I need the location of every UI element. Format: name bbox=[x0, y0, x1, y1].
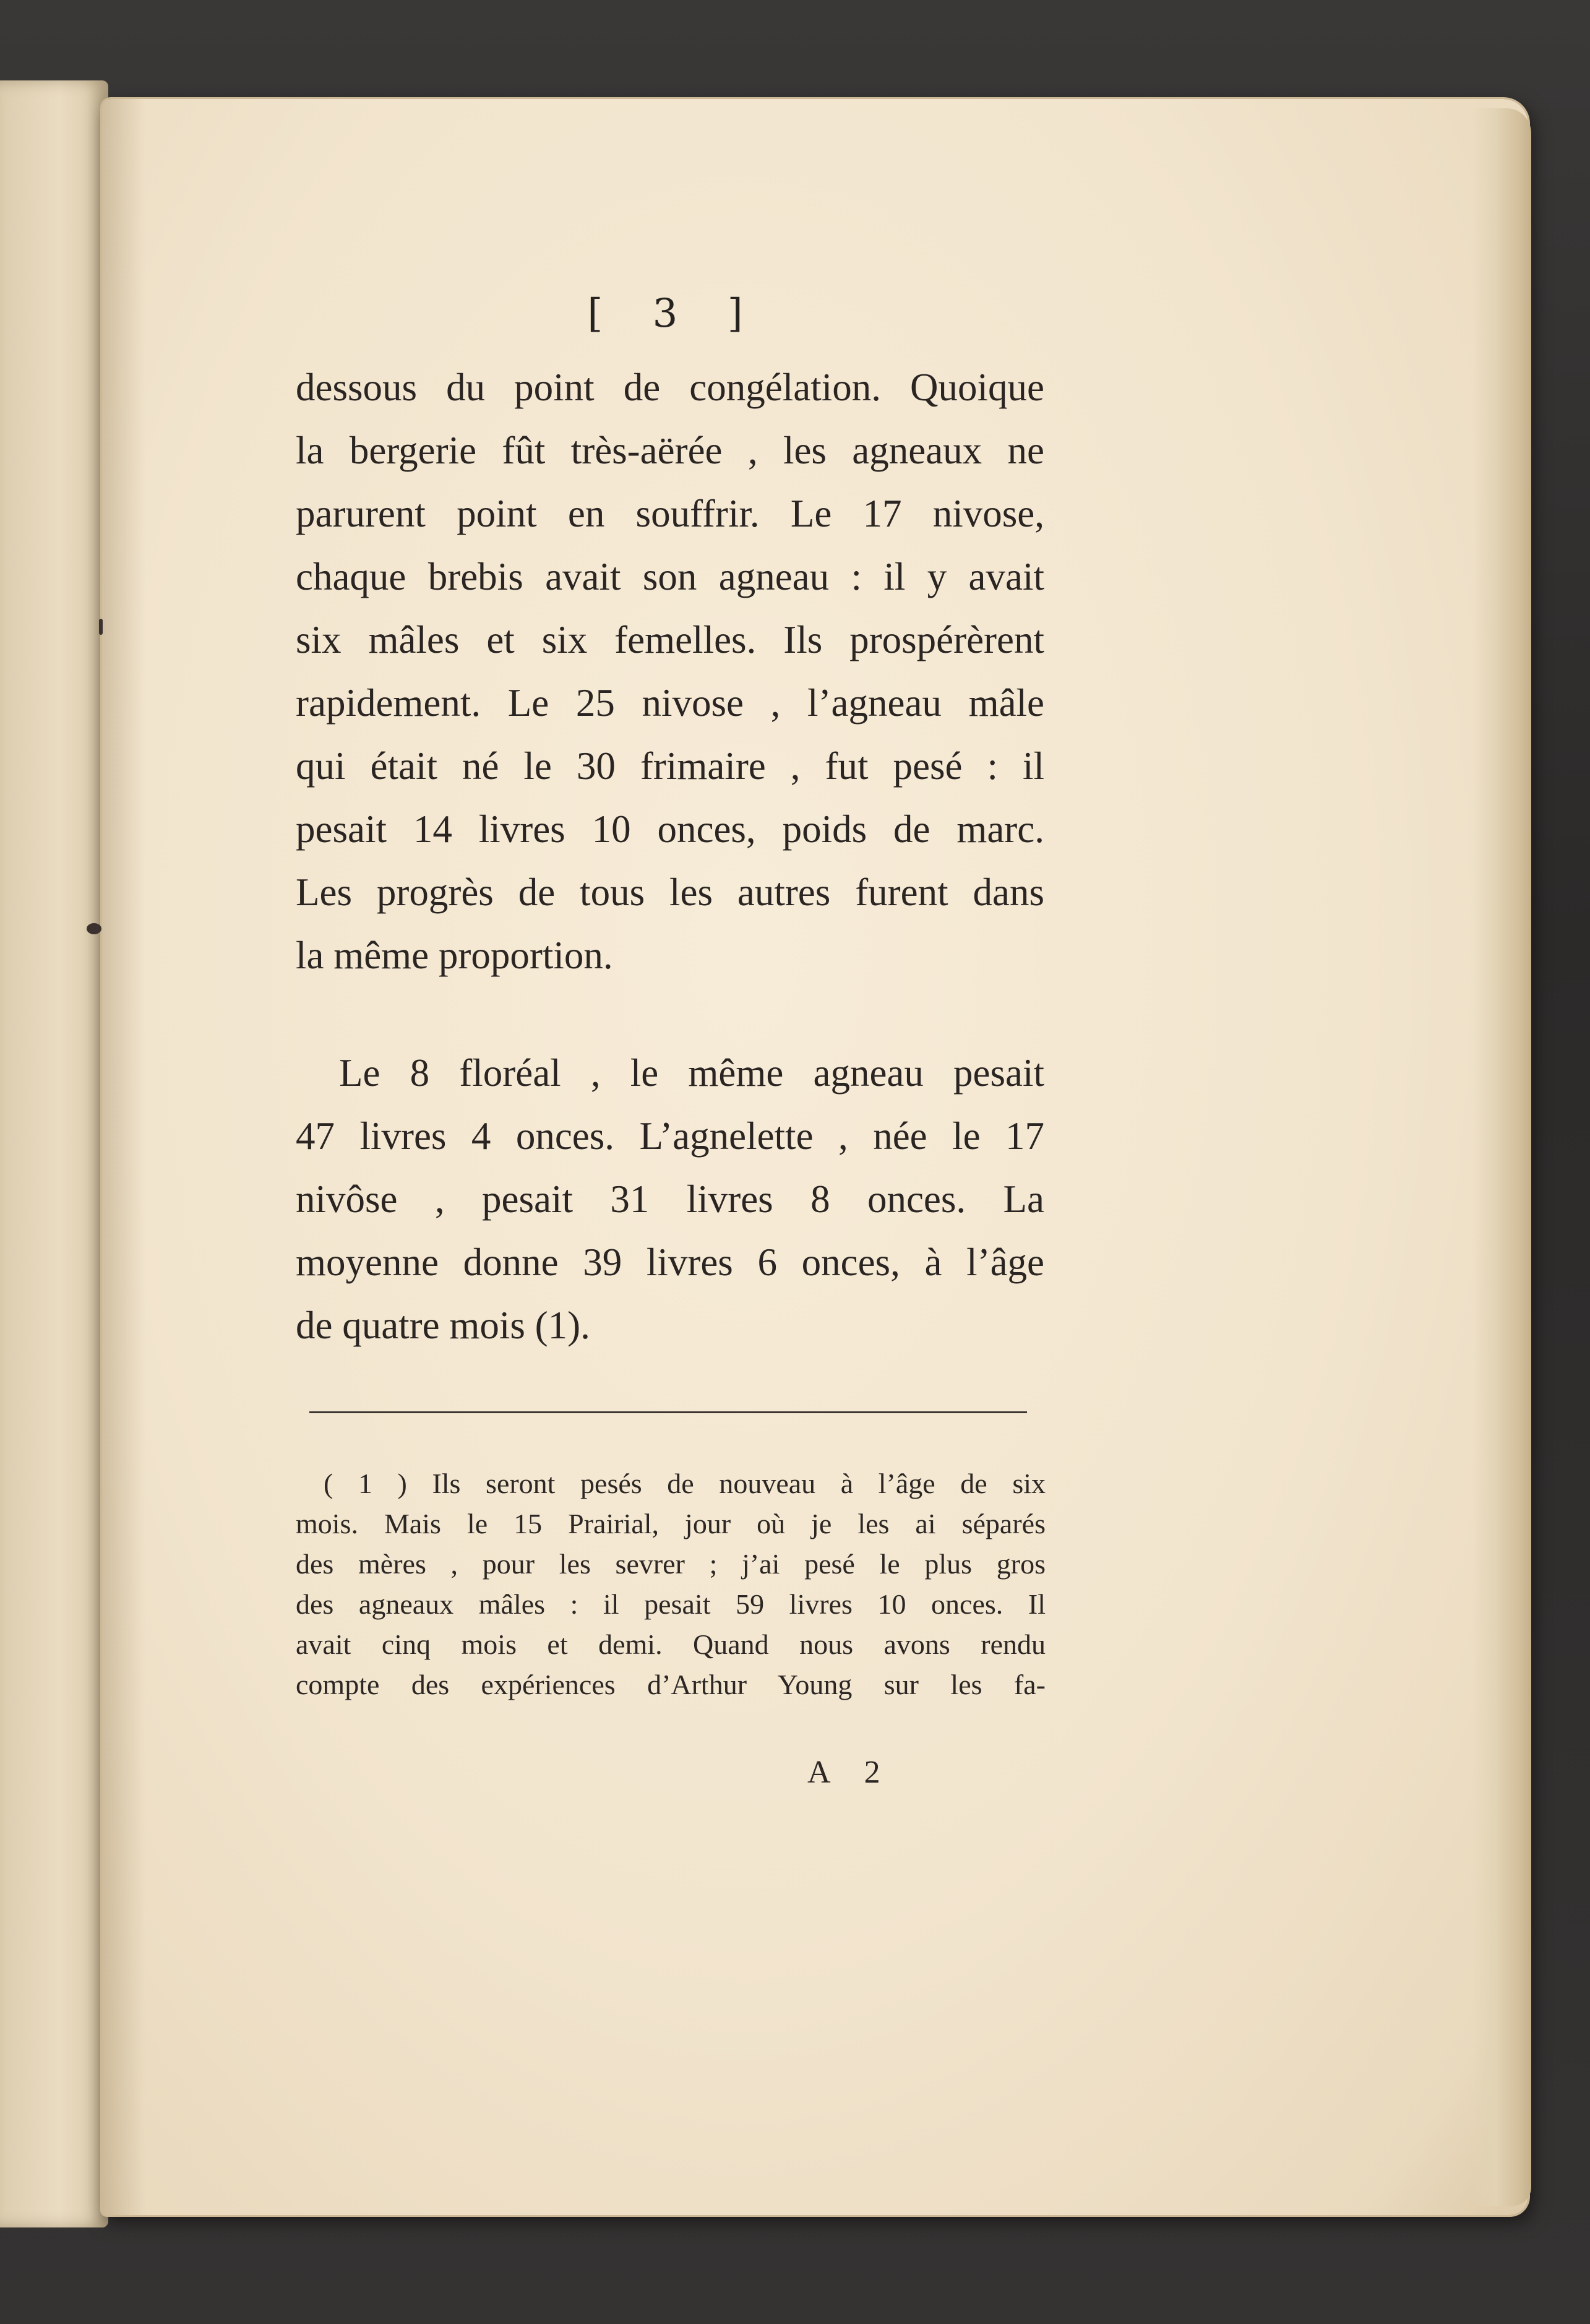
text-line: parurent point en souffrir. Le 17 nivose, bbox=[296, 492, 1044, 535]
footnote-separator bbox=[309, 1411, 1027, 1413]
text-line: chaque brebis avait son agneau : il y avait bbox=[296, 555, 1044, 598]
text-line: 47 livres 4 onces. L’agnelette , née le 17 bbox=[296, 1114, 1044, 1158]
page-number-header: [ 3 ] bbox=[587, 291, 762, 337]
signature-mark: A 2 bbox=[807, 1755, 894, 1790]
text-line: de quatre mois (1). bbox=[296, 1304, 590, 1347]
gutter-shadow bbox=[102, 99, 145, 2215]
footnote-line: ( 1 ) Ils seront pesés de nouveau à l’âge de six bbox=[324, 1468, 1046, 1499]
footnote bbox=[296, 1463, 1046, 1705]
footnote-line: des mères , pour les sevrer ; j’ai pesé le plus gros bbox=[296, 1548, 1046, 1580]
footnote-line: compte des expériences d’Arthur Young sur les fa- bbox=[296, 1669, 1046, 1700]
footnote-line: avait cinq mois et demi. Quand nous avons rendu bbox=[296, 1629, 1046, 1660]
body-text bbox=[296, 356, 1044, 1357]
page-fore-edge bbox=[1472, 108, 1531, 2206]
left-page-edge bbox=[0, 80, 108, 2227]
paragraph-2 bbox=[296, 1041, 1044, 1357]
text-line: pesait 14 livres 10 onces, poids de marc. bbox=[296, 807, 1044, 851]
footnote-line: des agneaux mâles : il pesait 59 livres 10 onces. Il bbox=[296, 1588, 1046, 1620]
text-line: rapidement. Le 25 nivose , l’agneau mâle bbox=[296, 681, 1044, 725]
text-line: la bergerie fût très-aërée , les agneaux ne bbox=[296, 429, 1044, 472]
text-line: nivôse , pesait 31 livres 8 onces. La bbox=[296, 1177, 1044, 1221]
text-line: moyenne donne 39 livres 6 onces, à l’âge bbox=[296, 1241, 1044, 1284]
text-line: la même proportion. bbox=[296, 934, 613, 977]
paragraph-gap bbox=[296, 987, 1044, 1041]
footnote-line: mois. Mais le 15 Prairial, jour où je les ai séparés bbox=[296, 1508, 1046, 1539]
text-line: six mâles et six femelles. Ils prospérèrent bbox=[296, 618, 1044, 661]
text-line: Les progrès de tous les autres furent dans bbox=[296, 871, 1044, 914]
text-line: dessous du point de congélation. Quoique bbox=[296, 366, 1044, 409]
text-line: qui était né le 30 frimaire , fut pesé : il bbox=[296, 744, 1044, 788]
paragraph-1 bbox=[296, 356, 1044, 987]
text-line: Le 8 floréal , le même agneau pesait bbox=[339, 1051, 1044, 1095]
